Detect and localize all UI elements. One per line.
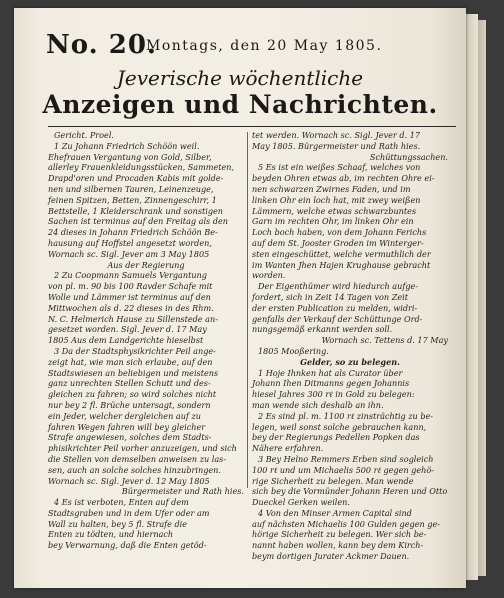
title-line-1: Jeverische wöchentliche (116, 66, 364, 90)
text-line: 1 Zu Johann Friedrich Schöön weil. (54, 140, 200, 151)
text-line: von pl. m. 90 bis 100 Ravder Schafe mit (48, 281, 213, 292)
text-line: Wall zu halten, bey 5 fl. Strafe die (48, 518, 188, 529)
text-line: Stadtswiesen an beliebigen und meistens (48, 367, 219, 378)
text-line: beym dortigen Jurater Ackmer Dauen. (252, 551, 410, 562)
text-line: feinen Spitzen, Betten, Zinnengeschirr, 1 (48, 194, 217, 205)
text-line: der ersten Publication zu melden, widri- (252, 302, 418, 313)
text-line: 3 Da der Stadtsphysikrichter Peil ange- (54, 345, 216, 356)
issue-number: No. 20. (46, 30, 157, 60)
text-line: nen und silbernen Tauren, Leinenzeuge, (48, 183, 214, 194)
text-line: ganz unrechten Stellen Schutt und des- (48, 378, 211, 389)
text-line: nannt haben wollen, kann bey dem Kirch- (252, 540, 424, 551)
text-line: Wornach sc. Sigl. Jever d. 12 May 1805 (48, 475, 210, 486)
page-edge-back (478, 20, 486, 576)
text-line: gesetzet worden. Sigl. Jever d. 17 May (48, 324, 207, 335)
text-line: sen, auch an solche solches hinzubringen. (48, 464, 221, 475)
text-line: man wende sich deshalb an ihn. (252, 399, 384, 410)
text-line: Der Eigenthümer wird hiedurch aufge- (258, 281, 419, 292)
text-line: legen, weil sonst solche gebrauchen kann, (252, 421, 427, 432)
text-line: worden. (252, 270, 286, 281)
text-line: 24 dieses in Johann Friedrich Schöön Be- (48, 227, 218, 238)
text-line: Gericht. Proel. (54, 130, 114, 140)
text-line: 1805 Aus dem Landgerichte hieselbst (48, 335, 204, 346)
text-line: nen schwarzen Zwirnes Faden, und im (252, 183, 411, 194)
text-line: hausung auf Hoffstel angesetzt worden, (48, 237, 212, 248)
text-line: Loch boch haben, von dem Johann Ferichs (252, 227, 427, 238)
text-line: fordert, sich in Zeit 14 Tagen von Zeit (252, 291, 408, 302)
text-line: Lämmern, welche etwas schwarzbuntes (252, 205, 417, 216)
text-line: fahren Wegen fahren will bey gleicher (48, 421, 206, 432)
text-line: Schüttungssachen. (369, 151, 448, 162)
text-line: Enten zu tödten, und hiernach (48, 529, 174, 540)
title-rule (48, 126, 456, 127)
text-line: Wolle und Lämmer ist terminus auf den (48, 291, 211, 302)
newspaper-page (14, 8, 466, 588)
text-line: ein Jeder, welcher dergleichen auf zu (48, 410, 201, 421)
text-line: Dueckel Gerken weilen. (252, 497, 350, 508)
text-line: die Stellen von demselben anweisen zu las- (48, 453, 227, 464)
text-line: beyden Ohren etwas ab, im rechten Ohre ei- (252, 173, 435, 184)
issue-date: Montags, den 20 May 1805. (146, 38, 383, 54)
text-line: Strafe angewiesen, solches dem Stadts- (48, 432, 212, 443)
left-column (48, 130, 244, 551)
text-line: Wornach sc. Tettens d. 17 May (321, 335, 448, 346)
text-line: 4 Von den Minser Armen Capital sind (258, 507, 412, 518)
text-line: Ehefrauen Vergantung von Gold, Silber, (48, 151, 212, 162)
text-line: Nähere erfahren. (252, 443, 324, 454)
text-line: 2 Es sind pl. m. 1100 rℓ zinsträchtig zu be- (258, 410, 434, 421)
right-column (252, 130, 448, 562)
text-line: May 1805. Bürgermeister und Rath hies. (252, 140, 421, 151)
text-line: Drapd'oren und Procaden Kabis mit golde- (48, 173, 224, 184)
text-line: rige Sicherheit zu belegen. Man wende (252, 475, 414, 486)
text-line: Aus der Regierung (107, 259, 185, 270)
text-line: tet werden. Wornach sc. Sigl. Jever d. 17 (252, 130, 420, 140)
text-line: 5 Es ist ein weißes Schaaf, welches von (258, 162, 421, 173)
text-line: zeigt hat, wie man sich erlaube, auf den (48, 356, 213, 367)
text-line: bey der Regierungs Pedellen Popken das (252, 432, 420, 443)
text-line: Garn im rechten Ohr, im linken Ohr ein (252, 216, 414, 227)
text-line: Bettstelle, 1 Kleiderschrank und sonstigen (48, 205, 224, 216)
text-line: hörige Sicherheit zu belegen. Wer sich be- (252, 529, 427, 540)
text-line: allerley Frauenkleidungsstücken, Sammeten, (48, 162, 235, 173)
text-line: Mittwochen als d. 22 dieses in des Rhm. (48, 302, 214, 313)
text-line: linken Ohr ein loch hat, mit zwey weißen (252, 194, 421, 205)
text-line: gleichen zu fahren; so wird solches nicht (48, 389, 217, 400)
text-line: im Wanten Jhen Hajen Krughause gebracht (252, 259, 431, 270)
text-line: nur bey 2 fl. Brüche untersagt, sondern (48, 399, 211, 410)
text-line: Johann Ihen Ditmanns gegen Johannis (252, 378, 410, 389)
text-line: Sachen ist terminus auf den Freitag als den (48, 216, 228, 227)
page-edge (466, 14, 478, 580)
text-line: hiesel Jahres 300 rℓ in Gold zu belegen: (252, 389, 415, 400)
text-line: phisikrichter Peil vorher anzuzeigen, und sich (48, 443, 237, 454)
masthead-row (46, 30, 466, 60)
text-line: Gelder, so zu belegen. (300, 356, 400, 367)
text-line: 3 Bey Helno Remmers Erben sind sogleich (258, 453, 434, 464)
text-line: Stadtsgraben und in dem Ufer oder am (48, 507, 210, 518)
text-line: genfalls der Verkauf der Schüttunge Ord- (252, 313, 423, 324)
text-line: 1 Hoje Ihnken hat als Curator über (258, 367, 403, 378)
text-line: bey Verwarnung, daß die Enten getöd- (48, 540, 207, 551)
column-divider (247, 132, 248, 488)
text-line: Bürgermeister und Rath hies. (121, 486, 244, 497)
text-line: 100 rℓ und um Michaelis 500 rℓ gegen gehö- (252, 464, 434, 475)
text-line: 4 Es ist verboten, Enten auf dem (54, 497, 189, 508)
text-line: sich bey die Vormünder Johann Heren und Otto (252, 486, 448, 497)
text-line: N. C. Helmerich Hause zu Sillenstede an- (48, 313, 218, 324)
text-line: nungsgemäß erkannt werden soll. (252, 324, 393, 335)
title-line-2: Anzeigen und Nachrichten. (42, 90, 438, 119)
text-line: Wornach sc. Sigl. Jever am 3 May 1805 (48, 248, 210, 259)
text-line: 2 Zu Coopmann Samuels Vergantung (54, 270, 207, 281)
text-line: 1805 Mooßering. (258, 345, 329, 356)
text-line: sten eingeschüttet, welche vermuthlich der (252, 248, 431, 259)
text-line: auf dem St. Jooster Groden im Winterger- (252, 237, 424, 248)
text-line: auf nächsten Michaelis 100 Gulden gegen ge- (252, 518, 440, 529)
